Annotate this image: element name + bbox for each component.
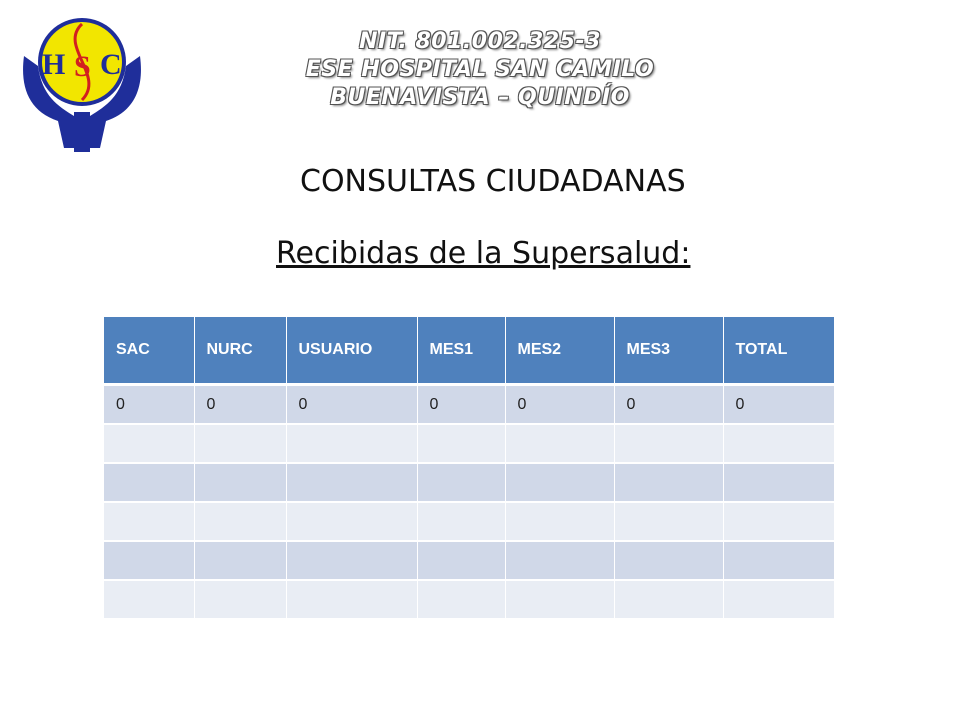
header-nit: NIT. 801.002.325-3 — [359, 29, 601, 54]
table-cell — [286, 580, 417, 618]
table-cell — [505, 463, 614, 502]
logo-base-shape — [74, 112, 90, 152]
table-cell — [104, 541, 194, 580]
table-cell — [417, 580, 505, 618]
column-header-mes3: MES3 — [614, 317, 723, 385]
table-cell — [104, 424, 194, 463]
table-cell: 0 — [417, 385, 505, 425]
table-cell — [614, 463, 723, 502]
table-cell — [417, 424, 505, 463]
table-cell — [614, 502, 723, 541]
table-cell — [417, 502, 505, 541]
consultas-table — [104, 317, 834, 618]
table-cell — [286, 424, 417, 463]
table-row — [104, 502, 834, 541]
table-cell — [723, 463, 834, 502]
table-row — [104, 385, 834, 425]
table-cell — [286, 541, 417, 580]
header-hospital-name: ESE HOSPITAL SAN CAMILO — [305, 57, 655, 82]
column-header-usuario: USUARIO — [286, 317, 417, 385]
table-cell: 0 — [104, 385, 194, 425]
table-cell: 0 — [505, 385, 614, 425]
table-cell — [286, 502, 417, 541]
logo-letter-s: S — [74, 50, 91, 83]
table-cell — [505, 580, 614, 618]
table-cell — [505, 424, 614, 463]
column-header-mes2: MES2 — [505, 317, 614, 385]
table-cell — [417, 541, 505, 580]
table-row — [104, 541, 834, 580]
table-cell — [614, 580, 723, 618]
table-cell — [723, 541, 834, 580]
table-cell: 0 — [723, 385, 834, 425]
table-row — [104, 580, 834, 618]
column-header-mes1: MES1 — [417, 317, 505, 385]
table-cell — [614, 424, 723, 463]
table-cell: 0 — [194, 385, 286, 425]
table-cell — [194, 424, 286, 463]
table-cell — [104, 502, 194, 541]
table-cell — [723, 502, 834, 541]
hospital-logo-graphic — [18, 16, 146, 156]
table-cell — [194, 541, 286, 580]
table-cell — [417, 463, 505, 502]
logo-letter-h: H — [42, 48, 66, 81]
table-cell — [194, 502, 286, 541]
table-cell — [723, 424, 834, 463]
table-cell — [723, 580, 834, 618]
table-header-row — [104, 317, 834, 385]
table-cell — [614, 541, 723, 580]
table-cell: 0 — [614, 385, 723, 425]
table-row — [104, 463, 834, 502]
header-block — [240, 28, 720, 112]
logo-letter-c: C — [100, 48, 122, 81]
table-cell — [104, 463, 194, 502]
table-cell — [505, 541, 614, 580]
column-header-nurc: NURC — [194, 317, 286, 385]
table-row — [104, 424, 834, 463]
table-cell — [505, 502, 614, 541]
header-location: BUENAVISTA – QUINDÍO — [330, 85, 630, 110]
table-cell — [194, 463, 286, 502]
hospital-logo — [18, 16, 146, 156]
page-subtitle: Recibidas de la Supersalud: — [276, 236, 691, 271]
column-header-total: TOTAL — [723, 317, 834, 385]
table-cell — [194, 580, 286, 618]
page-title: CONSULTAS CIUDADANAS — [300, 164, 686, 199]
column-header-sac: SAC — [104, 317, 194, 385]
table-cell — [286, 463, 417, 502]
table-cell — [104, 580, 194, 618]
table-cell: 0 — [286, 385, 417, 425]
